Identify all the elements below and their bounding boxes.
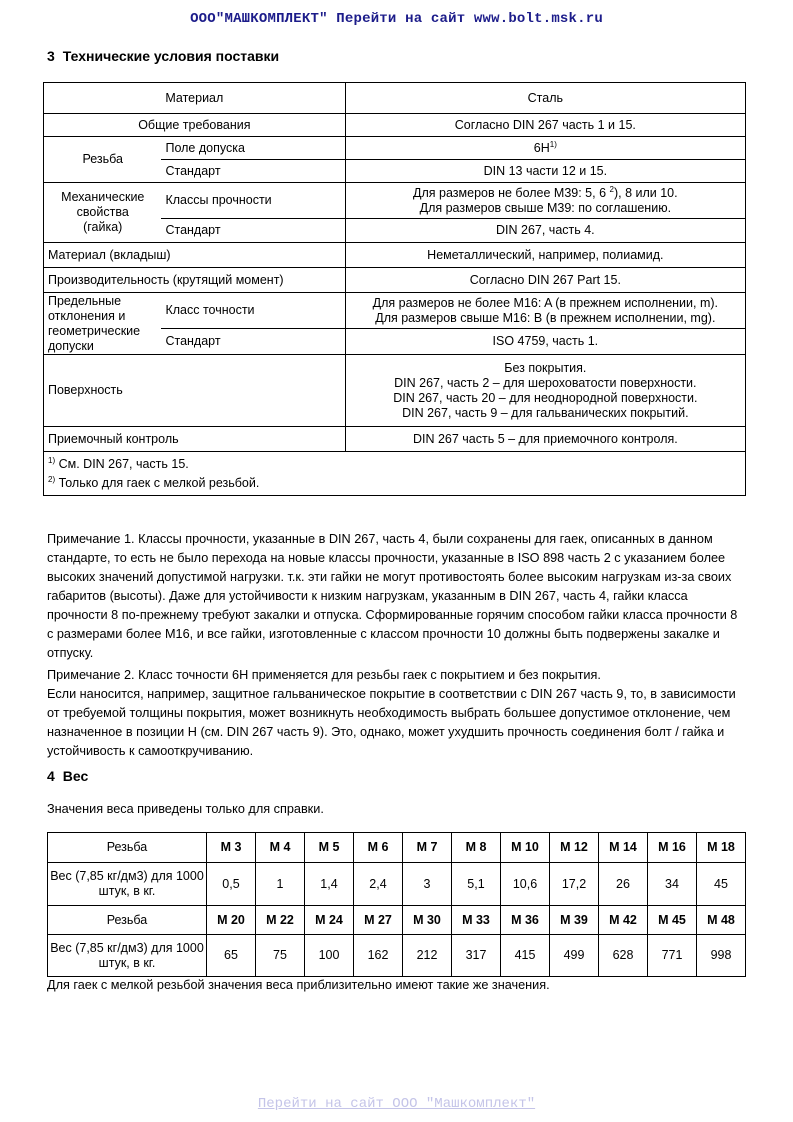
- weight-value: 212: [403, 935, 452, 977]
- strength-classes-value: [345, 183, 745, 219]
- weight-value: 499: [550, 935, 599, 977]
- footnote-ref: 2: [609, 184, 614, 194]
- value-line: Для размеров не более M16: A (в прежнем исполнении, m).: [372, 295, 719, 310]
- value-text: ), 8 или 10.: [613, 185, 678, 200]
- surface-value: [345, 355, 745, 427]
- value-line: Для размеров свыше M39: по соглашению.: [419, 200, 672, 215]
- tolerance-value-text: 6H: [533, 140, 550, 155]
- mechanical-label: [44, 183, 162, 243]
- footnote-text: См. DIN 267, часть 15.: [55, 456, 189, 471]
- thread-row-label: Резьба: [48, 906, 207, 935]
- note-1: [47, 530, 747, 663]
- delivery-conditions-table: [43, 82, 746, 496]
- section-title: Вес: [62, 768, 89, 784]
- weight-value: 5,1: [452, 863, 501, 906]
- weight-value: 45: [697, 863, 746, 906]
- company-site-link[interactable]: ООО"МАШКОМПЛЕКТ" Перейти на сайт www.bolt.msk.ru: [190, 11, 603, 27]
- thread-size: M 14: [599, 833, 648, 863]
- table-row: [44, 268, 746, 293]
- section-3-heading: [47, 48, 279, 64]
- table-row: [44, 83, 746, 114]
- label-line: Предельные: [48, 293, 122, 308]
- thread-size: M 48: [697, 906, 746, 935]
- label-line: отклонения и: [48, 308, 126, 323]
- general-requirements-label: Общие требования: [44, 114, 346, 137]
- footnote-mark: 2): [48, 474, 56, 484]
- acceptance-value: DIN 267 часть 5 – для приемочного контроля.: [345, 427, 745, 452]
- weight-value: 3: [403, 863, 452, 906]
- header-material: Материал: [44, 83, 346, 114]
- footnote: [48, 474, 741, 493]
- thread-standard-label: Стандарт: [161, 160, 345, 183]
- weight-intro-text: Значения веса приведены только для справки.: [47, 802, 324, 816]
- weights-row: [48, 863, 746, 906]
- value-line: DIN 267, часть 9 – для гальванических покрытий.: [402, 405, 689, 420]
- thread-size: M 7: [403, 833, 452, 863]
- weight-value: 628: [599, 935, 648, 977]
- value-line: Для размеров свыше M16: B (в прежнем исполнении, mg).: [375, 310, 716, 325]
- value-line: [350, 186, 741, 201]
- weights-row: [48, 935, 746, 977]
- general-requirements-value: Согласно DIN 267 часть 1 и 15.: [345, 114, 745, 137]
- label-line: Механические: [61, 190, 145, 204]
- thread-size: M 6: [354, 833, 403, 863]
- weight-value: 34: [648, 863, 697, 906]
- performance-value: Согласно DIN 267 Part 15.: [345, 268, 745, 293]
- thread-size: M 33: [452, 906, 501, 935]
- weight-value: 75: [256, 935, 305, 977]
- tolerances-standard-value: ISO 4759, часть 1.: [345, 329, 745, 355]
- accuracy-class-label: Класс точности: [161, 293, 345, 329]
- weight-value: 2,4: [354, 863, 403, 906]
- thread-sizes-row: [48, 833, 746, 863]
- table-row: [44, 183, 746, 219]
- insert-material-value: Неметаллический, например, полиамид.: [345, 243, 745, 268]
- value-text: Для размеров не более M39: 5, 6: [413, 185, 610, 200]
- value-line: DIN 267, часть 2 – для шероховатости поверхности.: [394, 375, 697, 390]
- weight-row-label: Вес (7,85 кг/дм3) для 1000 штук, в кг.: [48, 863, 207, 906]
- thread-size: M 10: [501, 833, 550, 863]
- section-number: 4: [47, 768, 55, 784]
- section-4-heading: [47, 768, 88, 784]
- weight-value: 998: [697, 935, 746, 977]
- weight-intro: [47, 800, 747, 819]
- thread-size: M 3: [207, 833, 256, 863]
- table-row: [44, 293, 746, 329]
- thread-size: M 16: [648, 833, 697, 863]
- table-row: [44, 243, 746, 268]
- table-row: [44, 114, 746, 137]
- thread-standard-value: DIN 13 части 12 и 15.: [345, 160, 745, 183]
- thread-size: M 30: [403, 906, 452, 935]
- weight-value: 415: [501, 935, 550, 977]
- insert-material-label: Материал (вкладыш): [44, 243, 346, 268]
- thread-size: M 20: [207, 906, 256, 935]
- weight-value: 162: [354, 935, 403, 977]
- weight-value: 1: [256, 863, 305, 906]
- tolerance-field-value: [345, 137, 745, 160]
- mechanical-standard-label: Стандарт: [161, 219, 345, 243]
- weight-value: 65: [207, 935, 256, 977]
- note-2: [47, 666, 747, 761]
- weight-value: 317: [452, 935, 501, 977]
- weight-table: [47, 832, 746, 977]
- label-line: допуски: [48, 338, 94, 353]
- thread-size: M 24: [305, 906, 354, 935]
- fine-thread-note: Для гаек с мелкой резьбой значения веса приблизительно имеют такие же значения.: [47, 978, 550, 992]
- weight-value: 1,4: [305, 863, 354, 906]
- accuracy-class-value: [345, 293, 745, 329]
- value-line: Без покрытия.: [504, 360, 587, 375]
- footnote: [48, 455, 741, 474]
- thread-size: M 8: [452, 833, 501, 863]
- weight-value: 10,6: [501, 863, 550, 906]
- weight-value: 26: [599, 863, 648, 906]
- section-number: 3: [47, 48, 55, 64]
- tolerances-standard-label: Стандарт: [161, 329, 345, 355]
- label-line: свойства: [76, 205, 129, 219]
- thread-size: M 36: [501, 906, 550, 935]
- weight-value: 100: [305, 935, 354, 977]
- weight-value: 0,5: [207, 863, 256, 906]
- thread-size: M 4: [256, 833, 305, 863]
- weight-value: 17,2: [550, 863, 599, 906]
- weight-row-label: Вес (7,85 кг/дм3) для 1000 штук, в кг.: [48, 935, 207, 977]
- note-2-text: Если наносится, например, защитное гальваническое покрытие в соответствии с DIN 267 часть 9, то, в зависимости от требуемой толщины покрытия, может возникнуть необходимость выбрать большее допустимое отклонение, чем назначенное в позиции H (см. DIN 267 часть 9). Это, однако, может ухудшить прочность соединения болт / гайка и устойчивость к самооткручиванию.: [47, 687, 736, 758]
- thread-size: M 12: [550, 833, 599, 863]
- label-line: (гайка): [83, 220, 123, 234]
- note-2-first-line: Примечание 2. Класс точности 6H применяется для резьбы гаек с покрытием и без покрытия.: [47, 668, 601, 682]
- thread-size: M 27: [354, 906, 403, 935]
- thread-size: M 18: [697, 833, 746, 863]
- value-line: DIN 267, часть 20 – для неоднородной поверхности.: [393, 390, 698, 405]
- note-1-text: Примечание 1. Классы прочности, указанные в DIN 267, часть 4, были сохранены для гаек, описанных в данном стандарте, то есть не было перехода на новые классы прочности, указанные в ISO 898 часть 2 с указанием более высоких значений допустимой нагрузки. т.к. эти гайки не могут противостоять более высоким нагрузкам из-за своих габаритов (высоты). Даже для устойчивости к низким нагрузкам, указанным в DIN 267, часть 4, гайки класса прочности 8 по-прежнему требуют закалки и отпуска. Сформированные горячим способом гайки класса прочности 8 с размерами более M16, и все гайки, изготовленные с классом прочности 10 должны быть подвержены закалке и отпуску.: [47, 532, 738, 660]
- thread-label: Резьба: [44, 137, 162, 183]
- footnote-mark: 1): [48, 455, 56, 465]
- footnote-ref: 1): [549, 139, 557, 149]
- thread-size: M 39: [550, 906, 599, 935]
- tolerances-label: [44, 293, 162, 355]
- footnote-text: Только для гаек с мелкой резьбой.: [55, 475, 260, 490]
- header-steel: Сталь: [345, 83, 745, 114]
- table-row: [44, 137, 746, 160]
- label-line: геометрические: [48, 323, 141, 338]
- tolerance-field-label: Поле допуска: [161, 137, 345, 160]
- surface-label: Поверхность: [44, 355, 346, 427]
- thread-size: M 5: [305, 833, 354, 863]
- company-site-footer-link[interactable]: Перейти на сайт ООО "Машкомплект": [257, 1096, 536, 1112]
- table-row: [44, 355, 746, 427]
- footnotes: [44, 452, 746, 496]
- footnotes-row: [44, 452, 746, 496]
- table-row: [44, 427, 746, 452]
- thread-sizes-row: [48, 906, 746, 935]
- performance-label: Производительность (крутящий момент): [44, 268, 346, 293]
- thread-size: M 42: [599, 906, 648, 935]
- section-title: Технические условия поставки: [62, 48, 280, 64]
- mechanical-standard-value: DIN 267, часть 4.: [345, 219, 745, 243]
- thread-size: M 22: [256, 906, 305, 935]
- thread-row-label: Резьба: [48, 833, 207, 863]
- thread-size: M 45: [648, 906, 697, 935]
- acceptance-label: Приемочный контроль: [44, 427, 346, 452]
- weight-value: 771: [648, 935, 697, 977]
- strength-classes-label: Классы прочности: [161, 183, 345, 219]
